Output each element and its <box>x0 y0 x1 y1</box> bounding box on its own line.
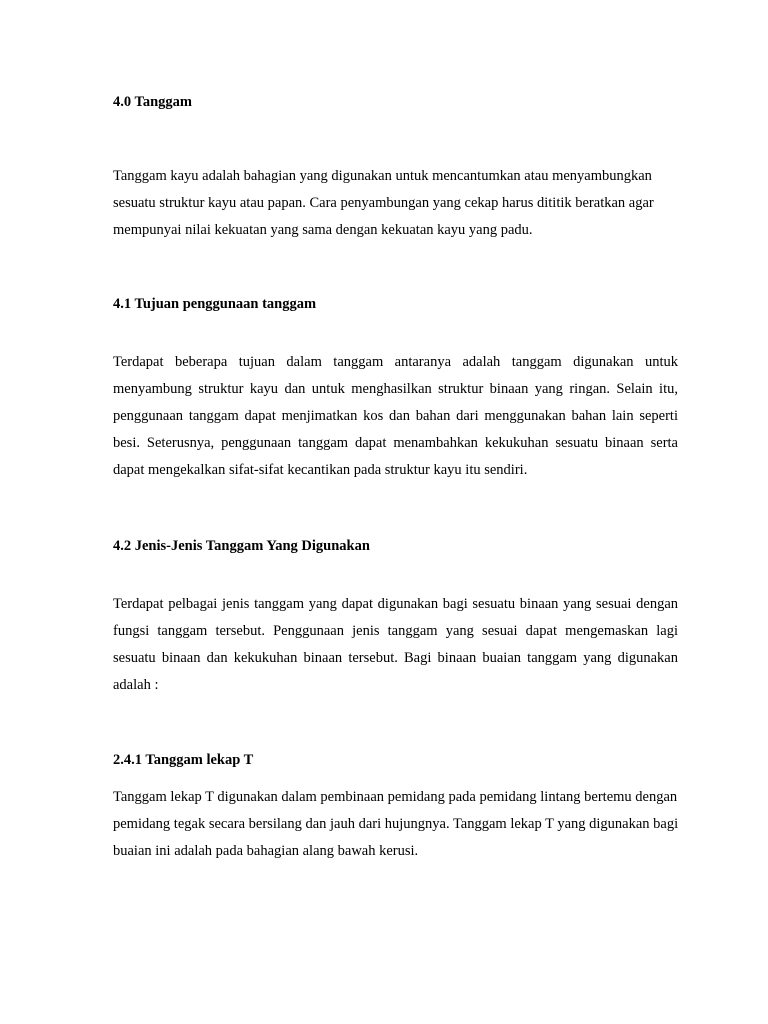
section-paragraph-4-1: Terdapat beberapa tujuan dalam tanggam antaranya adalah tanggam digunakan untuk menyambung struktur kayu dan untuk menghasilkan struktur binaan yang ringan. Selain itu, penggunaan tanggam dapat menjimatkan kos dan bahan dari menggunakan bahan lain seperti besi. Seterusnya, penggunaan tanggam dapat menambahkan kekukuhan sesuatu binaan serta dapat mengekalkan sifat-sifat kecantikan pada struktur kayu itu sendiri. <box>113 354 678 478</box>
section-heading-4-1: 4.1 Tujuan penggunaan tanggam <box>113 296 317 312</box>
section-paragraph-4-2: Terdapat pelbagai jenis tanggam yang dapat digunakan bagi sesuatu binaan yang sesuai dengan fungsi tanggam tersebut. Penggunaan jenis tanggam yang sesuai dapat mengemaskan lagi sesuatu binaan dan kekukuhan binaan tersebut. Bagi binaan buaian tanggam yang digunakan adalah : <box>113 596 678 693</box>
section-heading-4-2: 4.2 Jenis-Jenis Tanggam Yang Digunakan <box>113 538 370 554</box>
section-paragraph-4-0: Tanggam kayu adalah bahagian yang digunakan untuk mencantumkan atau menyambungkan sesuatu struktur kayu atau papan. Cara penyambungan yang cekap harus dititik beratkan agar mempunyai nilai kekuatan yang sama dengan kekuatan kayu yang padu. <box>113 168 654 238</box>
section-heading-2-4-1: 2.4.1 Tanggam lekap T <box>113 752 254 768</box>
section-paragraph-2-4-1: Tanggam lekap T digunakan dalam pembinaan pemidang pada pemidang lintang bertemu dengan pemidang tegak secara bersilang dan jauh dari hujungnya. Tanggam lekap T yang digunakan bagi buaian ini adalah pada bahagian alang bawah kerusi. <box>113 789 679 859</box>
section-heading-4-0: 4.0 Tanggam <box>113 94 192 110</box>
